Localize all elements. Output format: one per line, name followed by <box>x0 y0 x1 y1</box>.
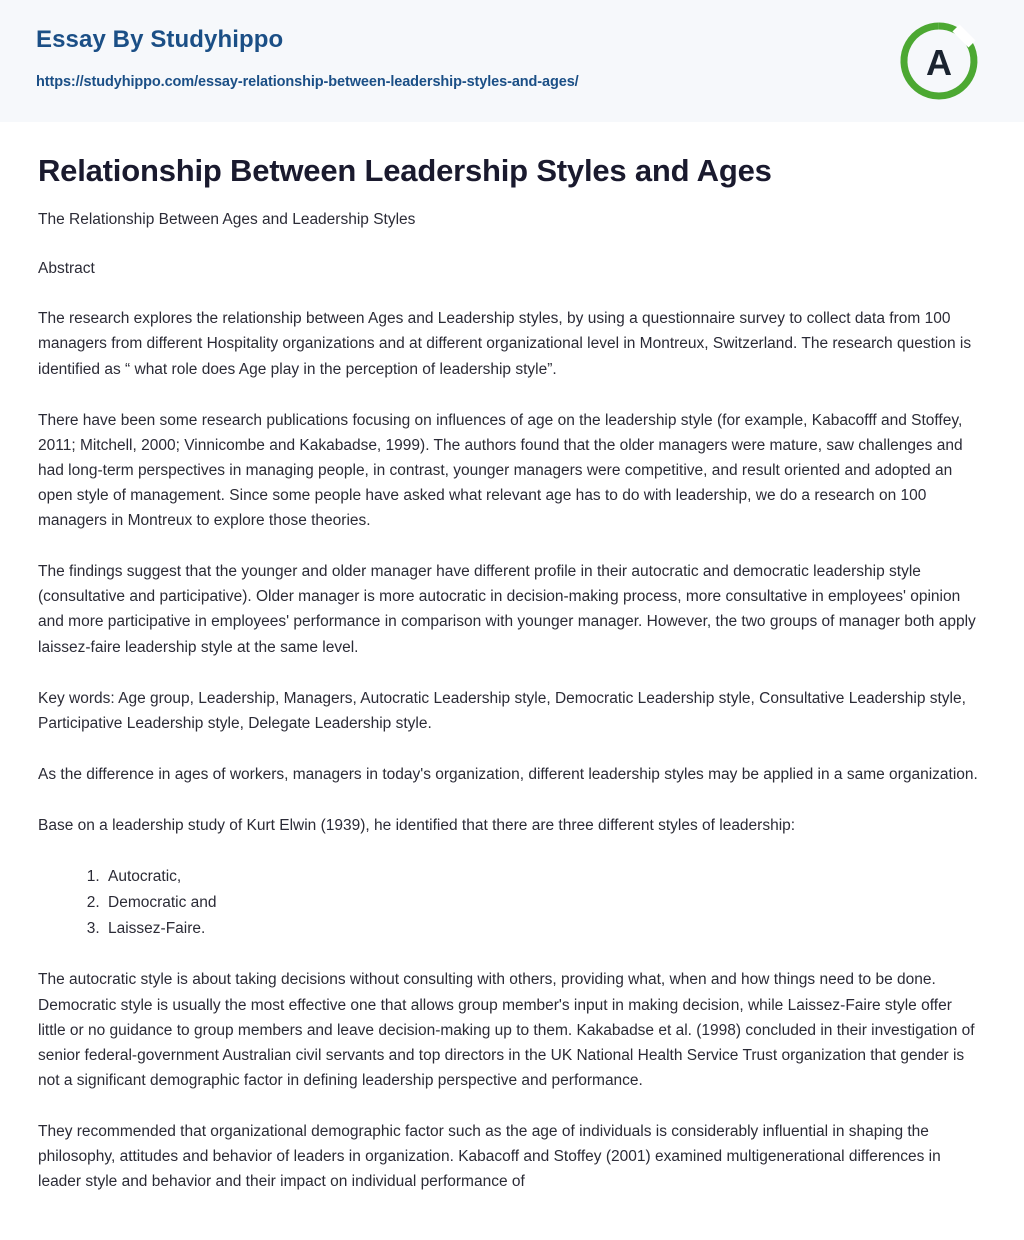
list-item: 2. Democratic and <box>104 890 980 915</box>
list-item: 1. Autocratic, <box>104 864 980 889</box>
abstract-label: Abstract <box>38 260 95 278</box>
document-body <box>0 122 1024 1230</box>
leadership-styles-list <box>38 864 980 941</box>
paragraph: The autocratic style is about taking decisions without consulting with others, providing what, when and how things need to be done. Democratic style is usually the most effective one that allows group member's input in making decision, while Laissez-Faire style offer little or no guidance to group members and leave decision-making up to them. Kakabadse et al. (1998) concluded in their investigation of senior federal-government Australian civil servants and top directors in the UK National Health Service Trust organization that gender is not a significant demographic factor in defining leadership perspective and performance. <box>38 971 975 1089</box>
page-title: Relationship Between Leadership Styles and Ages <box>38 153 772 188</box>
document-subtitle: The Relationship Between Ages and Leadership Styles <box>38 210 416 228</box>
source-url-link[interactable]: https://studyhippo.com/essay-relationship-between-leadership-styles-and-ages/ <box>36 73 579 90</box>
paragraph: Base on a leadership study of Kurt Elwin (1939), he identified that there are three different styles of leadership: <box>38 816 796 834</box>
paragraph: There have been some research publications focusing on influences of age on the leadership style (for example, Kabacofff and Stoffey, 2011; Mitchell, 2000; Vinnicombe and Kakabadse, 1999). The authors found that the older managers were mature, saw challenges and had long-term perspectives in managing people, in contrast, younger managers were competitive, and result oriented and adopted an open style of management. Since some people have asked what relevant age has to do with leadership, we do a research on 100 managers in Montreux to explore those theories. <box>38 411 963 530</box>
studyhippo-logo-icon <box>900 22 978 100</box>
list-item: 3. Laissez-Faire. <box>104 916 980 941</box>
keywords-paragraph: Key words: Age group, Leadership, Managers, Autocratic Leadership style, Democratic Leadership style, Consultative Leadership style, Participative Leadership style, Delegate Leadership style. <box>38 689 966 732</box>
paragraph: The research explores the relationship between Ages and Leadership styles, by using a questionnaire survey to collect data from 100 managers from different Hospitality organizations and at different organizational level in Montreux, Switzerland. The research question is identified as “ what role does Age play in the perception of leadership style”. <box>38 310 972 378</box>
site-header <box>0 0 1024 122</box>
paragraph: They recommended that organizational demographic factor such as the age of individuals is considerably influential in shaping the philosophy, attitudes and behavior of leaders in organization. Kabacoff and Stoffey (2001) examined multigenerational differences in leader style and behavior and their impact on individual performance of <box>38 1122 941 1191</box>
paragraph: As the difference in ages of workers, managers in today's organization, different leadership styles may be applied in a same organization. <box>38 765 978 783</box>
svg-text:A: A <box>926 42 952 83</box>
paragraph: The findings suggest that the younger and older manager have different profile in their autocratic and democratic leadership style (consultative and participative). Older manager is more autocratic in decision-making process, more consultative in employees' opinion and more participative in employees' performance in comparison with younger manager. However, the two groups of manager both apply laissez-faire leadership style at the same level. <box>38 563 976 656</box>
site-brand: Essay By Studyhippo <box>36 26 284 53</box>
